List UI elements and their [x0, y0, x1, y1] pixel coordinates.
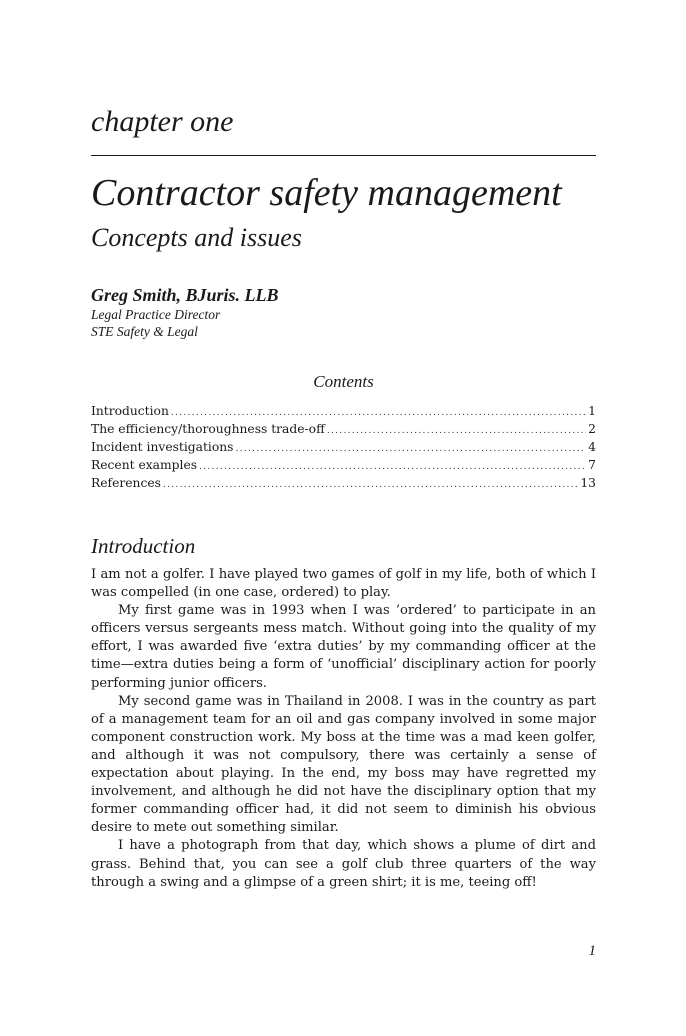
chapter-label: chapter one — [91, 105, 234, 138]
toc-entry-page: 7 — [588, 458, 596, 472]
toc-entry[interactable] — [91, 474, 596, 492]
page-number: 1 — [588, 943, 596, 959]
author-role: Legal Practice Director — [91, 307, 221, 322]
toc-leader-dots — [163, 476, 578, 494]
section-heading-introduction: Introduction — [91, 534, 196, 558]
toc-entry-page: 13 — [580, 476, 596, 490]
table-of-contents — [91, 402, 596, 492]
body-paragraph: I have a photograph from that day, which shows a plume of dirt and grass. Behind that, you can see a golf club three quarters of the way through a swing and a glimpse of a green shirt; it is me, teeing off! — [91, 838, 596, 890]
body-paragraph: My second game was in Thailand in 2008. I was in the country as part of a management team for an oil and gas company involved in some major component construction work. My boss at the time was a mad keen golfer, and although it was not compulsory, there was certainly a sense of expectation about playing. In the end, my boss may have regretted my involvement, and although he did not have the disciplinary option that my former commanding officer had, it did not seem to diminish his obvious desire to mete out something similar. — [91, 693, 596, 836]
chapter-subtitle: Concepts and issues — [91, 223, 302, 252]
chapter-divider — [91, 155, 596, 156]
toc-entry-page: 4 — [588, 440, 596, 454]
toc-entry-page: 2 — [588, 422, 596, 436]
toc-leader-dots — [199, 458, 586, 476]
toc-entry-title: References — [91, 476, 161, 490]
contents-heading: Contents — [313, 372, 374, 391]
toc-entry-title: Incident investigations — [91, 440, 234, 454]
body-paragraph: I am not a golfer. I have played two games of golf in my life, both of which I was compelled (in one case, ordered) to play. — [91, 567, 596, 601]
toc-entry-title: The efficiency/thoroughness trade-off — [91, 422, 325, 436]
chapter-title: Contractor safety management — [91, 172, 562, 214]
author-organization: STE Safety & Legal — [91, 324, 198, 339]
toc-entry[interactable] — [91, 402, 596, 420]
toc-entry[interactable] — [91, 420, 596, 438]
toc-entry-title: Recent examples — [91, 458, 198, 472]
toc-entry-title: Introduction — [91, 404, 169, 418]
author-name: Greg Smith, BJuris. LLB — [91, 285, 279, 305]
toc-entry[interactable] — [91, 456, 596, 474]
introduction-body — [91, 566, 596, 892]
body-paragraph: My first game was in 1993 when I was ‘ordered’ to participate in an officers versus sergeants mess match. Without going into the quality of my effort, I was awarded five ‘extra duties’ by my commanding officer at the time—extra duties being a form of ‘unofficial’ disciplinary action for poorly performing junior officers. — [91, 603, 596, 691]
toc-leader-dots — [327, 422, 586, 440]
toc-entry[interactable] — [91, 438, 596, 456]
author-block — [91, 284, 279, 340]
toc-leader-dots — [236, 440, 587, 458]
toc-entry-page: 1 — [588, 404, 596, 418]
